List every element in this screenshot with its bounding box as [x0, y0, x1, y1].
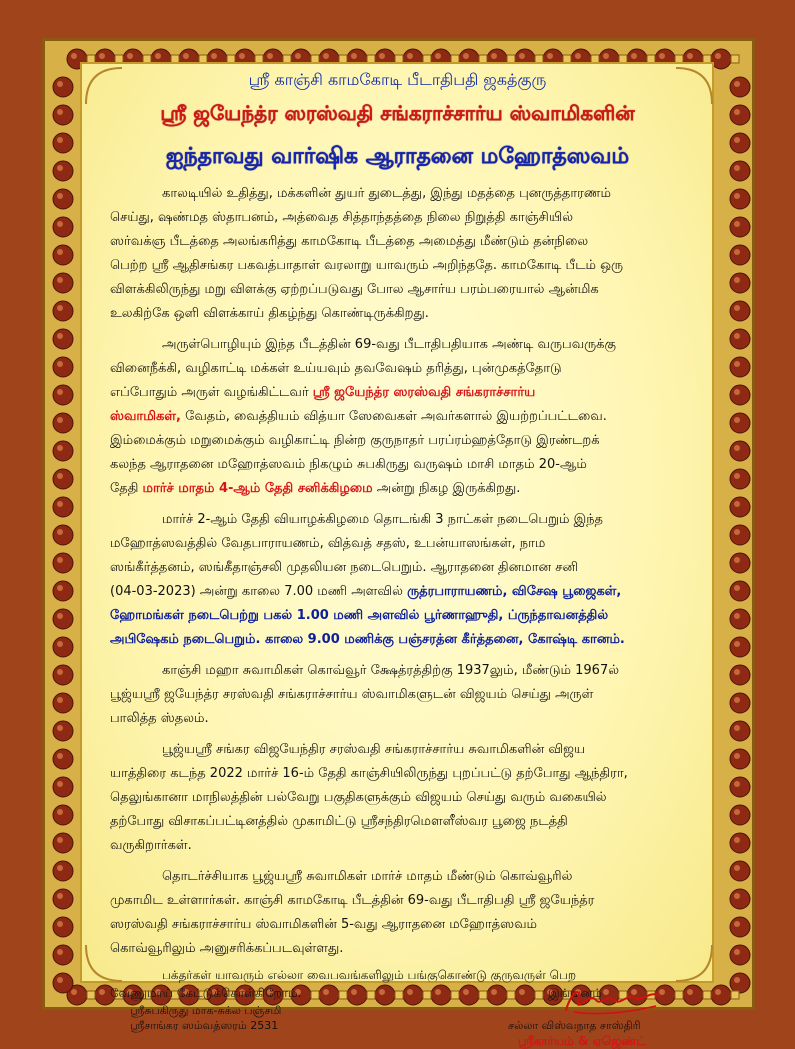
p1-line: செய்து, ஷண்மத ஸ்தாபனம், அத்வைத சித்தாந்தத்தை நிலை நிறுத்தி காஞ்சியில்	[110, 210, 573, 225]
handwritten-signature	[560, 982, 670, 1020]
rudraksha-bead	[403, 985, 423, 1005]
p3-line: ஸங்கீர்த்தனம், ஸங்கீதாஞ்சலி முதலியன நடைபெறும். ஆராதனை தினமான சனி	[110, 560, 579, 575]
gold-spacer	[87, 991, 95, 999]
gold-spacer	[311, 991, 319, 999]
p6-line: கொவ்வூரிலும் அனுசரிக்கப்படவுள்ளது.	[110, 941, 344, 956]
p3-line	[110, 584, 698, 600]
rudraksha-bead	[53, 749, 73, 769]
header-line-2: ஸ்ரீ ஜயேந்த்ர ஸரஸ்வதி சங்கராச்சார்ய ஸ்வாமிகளின்	[160, 101, 635, 125]
rudraksha-bead	[53, 441, 73, 461]
gold-spacer	[731, 55, 739, 63]
rudraksha-bead	[53, 609, 73, 629]
ingnanam-label: இங்ஙனம்	[548, 986, 602, 1000]
rudraksha-bead	[730, 469, 750, 489]
rudraksha-bead	[730, 497, 750, 517]
rudraksha-bead	[53, 861, 73, 881]
rudraksha-bead	[53, 917, 73, 937]
rudraksha-bead	[53, 581, 73, 601]
p3-line: அபிஷேகம் நடைபெறும். காலை 9.00 மணிக்கு பஞ்சரத்ன கீர்த்தனை, கோஷ்டி கானம்.	[110, 632, 625, 647]
swamigal-name-highlight: ஸ்ரீ ஜயேந்த்ர ஸரஸ்வதி சங்கராச்சார்ய	[312, 385, 536, 400]
rudraksha-bead	[487, 985, 507, 1005]
p2-line: இம்மைக்கும் மறுமைக்கும் வழிகாட்டி நின்ற குருநாதர் பரப்ரம்ஹத்தோடு இரண்டறக்	[110, 433, 600, 448]
pooja-highlight: ருத்ரபாராயணம், விசேஷ பூஜைகள்,	[407, 584, 622, 599]
p2-line	[110, 481, 698, 497]
gold-spacer	[395, 991, 403, 999]
rudraksha-bead	[53, 833, 73, 853]
p1-line: ஸர்வக்ஞ பீடத்தை அலங்கரித்து காமகோடி பீடத்தை அமைத்து மீண்டும் தன்நிலை	[110, 234, 589, 249]
signer-name: சல்லா விஸ்வநாத சாஸ்திரி	[508, 1019, 641, 1032]
gold-spacer	[479, 991, 487, 999]
rudraksha-bead	[53, 385, 73, 405]
rudraksha-bead	[730, 805, 750, 825]
rudraksha-bead	[730, 581, 750, 601]
rudraksha-bead	[730, 413, 750, 433]
p2-line: அருள்பொழியும் இந்த பீடத்தின் 69-வது பீடாதிபதியாக அண்டி வருபவருக்கு	[162, 337, 616, 352]
header-line-1: ஸ்ரீ காஞ்சி காமகோடி பீடாதிபதி ஜகத்குரு	[248, 70, 547, 89]
gold-spacer	[507, 991, 515, 999]
rudraksha-bead	[53, 525, 73, 545]
rudraksha-bead	[730, 665, 750, 685]
gold-spacer	[423, 991, 431, 999]
rudraksha-bead	[730, 693, 750, 713]
rudraksha-bead	[53, 301, 73, 321]
date-highlight: மார்ச் மாதம் 4-ஆம் தேதி சனிக்கிழமை	[142, 481, 373, 496]
p3-line: மார்ச் 2-ஆம் தேதி வியாழக்கிழமை தொடங்கி 3 நாட்கள் நடைபெறும் இந்த	[162, 512, 604, 527]
p2-line: கலந்த ஆராதனை மஹோத்ஸவம் நிகழும் சுபகிருது வருஷம் மாசி மாதம் 20-ஆம்	[110, 457, 587, 472]
gold-spacer	[731, 991, 739, 999]
gold-spacer	[675, 991, 683, 999]
p1-line: பெற்ற ஸ்ரீ ஆதிசங்கர பகவத்பாதாள் வரலாறு யாவரும் அறிந்ததே. காமகோடி பீடம் ஒரு	[110, 258, 624, 273]
rudraksha-bead	[730, 721, 750, 741]
rudraksha-bead	[53, 805, 73, 825]
rudraksha-bead	[711, 985, 731, 1005]
p5-line: பூஜ்யஸ்ரீ சங்கர விஜயேந்திர சரஸ்வதி சங்கராச்சார்ய சுவாமிகளின் விஜய	[162, 742, 586, 757]
p3-text: (04-03-2023) அன்று காலை 7.00 மணி அளவில்	[110, 584, 408, 599]
rudraksha-bead	[375, 985, 395, 1005]
p6-line: ஸரஸ்வதி சங்கராச்சார்ய ஸ்வாமிகளின் 5-வது ஆராதனை மஹோத்ஸவம்	[110, 917, 537, 932]
p1-line: காலடியில் உதித்து, மக்களின் துயர் துடைத்து, இந்து மதத்தை புனருத்தாரணம்	[162, 186, 611, 201]
p1-line: உலகிற்கே ஒளி விளக்காய் திகழ்ந்து கொண்டிருக்கிறது.	[110, 306, 429, 321]
rudraksha-bead	[730, 385, 750, 405]
rudraksha-bead	[53, 357, 73, 377]
rudraksha-bead	[515, 985, 535, 1005]
rudraksha-bead	[730, 833, 750, 853]
p6-line: தொடர்ச்சியாக பூஜ்யஸ்ரீ சுவாமிகள் மார்ச் மாதம் மீண்டும் கொவ்வூரில்	[162, 869, 573, 884]
rudraksha-bead	[53, 777, 73, 797]
p7-line: பக்தர்கள் யாவரும் எல்லா வைபவங்களிலும் பங்குகொண்டு குருவருள் பெற	[162, 968, 577, 982]
rudraksha-bead	[53, 973, 73, 993]
p4-line: பூஜ்யஸ்ரீ ஜயேந்த்ர சரஸ்வதி சங்கராச்சார்ய ஸ்வாமிகளுடன் விஜயம் செய்து அருள்	[110, 687, 594, 702]
rudraksha-bead	[730, 945, 750, 965]
rudraksha-bead	[53, 329, 73, 349]
rudraksha-bead	[730, 609, 750, 629]
signer-title: ஸ்ரீகார்யம் & ஏஜெண்ட்	[518, 1034, 647, 1048]
rudraksha-bead	[53, 217, 73, 237]
rudraksha-bead	[730, 301, 750, 321]
p2-text: அன்று நிகழ இருக்கிறது.	[372, 481, 521, 496]
rudraksha-bead	[730, 217, 750, 237]
p2-line: வினைநீக்கி, வழிகாட்டி மக்கள் உய்யவும் தவவேஷம் தரித்து, புன்முகத்தோடு	[110, 361, 562, 376]
rudraksha-bead	[730, 329, 750, 349]
p3-line: ஹோமங்கள் நடைபெற்று பகல் 1.00 மணி அளவில் பூர்ணாஹுதி, ப்ருந்தாவனத்தில்	[110, 608, 609, 623]
gold-spacer	[451, 991, 459, 999]
rudraksha-bead	[53, 553, 73, 573]
rudraksha-bead	[730, 889, 750, 909]
p2-text: தேதி	[110, 481, 143, 496]
p5-line: தற்போது விசாகப்பட்டினத்தில் முகாமிட்டு ஸ்ரீசந்திரமௌளீஸ்வர பூஜை நடத்தி	[110, 814, 568, 829]
gold-spacer	[703, 991, 711, 999]
p7-line: வேணுமாய் கேட்டுக்கொள்கிறோம்.	[110, 986, 302, 1000]
rudraksha-bead	[730, 777, 750, 797]
p2-line	[110, 385, 698, 401]
p1-line: விளக்கிலிருந்து மறு விளக்கு ஏற்றப்படுவது போல ஆசார்ய பரம்பரையால் ஆன்மிக	[110, 282, 599, 297]
p5-line: யாத்திரை கடந்த 2022 மார்ச் 16-ம் தேதி காஞ்சியிலிருந்து புறப்பட்டு தற்போது ஆந்திரா,	[110, 766, 628, 781]
swamigal-highlight: ஸ்வாமிகள்,	[110, 409, 181, 424]
rudraksha-bead	[730, 441, 750, 461]
rudraksha-bead	[319, 985, 339, 1005]
rudraksha-bead	[730, 749, 750, 769]
rudraksha-bead	[53, 721, 73, 741]
rudraksha-bead	[53, 469, 73, 489]
date-line-2: ஸ்ரீசாங்கர ஸம்வத்ஸரம் 2531	[130, 1019, 279, 1032]
rudraksha-bead	[431, 985, 451, 1005]
gold-spacer	[535, 991, 543, 999]
rudraksha-bead	[730, 357, 750, 377]
rudraksha-bead	[53, 637, 73, 657]
gold-spacer	[339, 991, 347, 999]
p3-line: மஹோத்ஸவத்தில் வேதபாராயணம், வித்வத் சதஸ், உபன்யாஸங்கள், நாம	[110, 536, 546, 551]
rudraksha-bead	[730, 189, 750, 209]
rudraksha-bead	[730, 917, 750, 937]
rudraksha-bead	[53, 189, 73, 209]
rudraksha-bead	[53, 273, 73, 293]
p4-line: காஞ்சி மஹா சுவாமிகள் கொவ்வூர் க்ஷேத்ரத்திற்கு 1937லும், மீண்டும் 1967ல்	[162, 663, 620, 678]
rudraksha-bead	[459, 985, 479, 1005]
p5-line: தெலுங்கானா மாநிலத்தின் பல்வேறு பகுதிகளுக்கும் விஜயம் செய்து வரும் வகையில்	[110, 790, 607, 805]
rudraksha-bead	[730, 861, 750, 881]
p2-text: எப்போதும் அருள் வழங்கிட்டவர்	[110, 385, 313, 400]
rudraksha-bead	[730, 273, 750, 293]
rudraksha-bead	[730, 637, 750, 657]
rudraksha-bead	[730, 973, 750, 993]
rudraksha-bead	[53, 889, 73, 909]
rudraksha-bead	[730, 245, 750, 265]
p2-text: வேதம், வைத்தியம் வித்யா ஸேவைகள் அவர்களால் இயற்றப்பட்டவை.	[180, 409, 607, 424]
rudraksha-bead	[53, 945, 73, 965]
rudraksha-bead	[730, 553, 750, 573]
rudraksha-bead	[53, 693, 73, 713]
rudraksha-bead	[683, 985, 703, 1005]
rudraksha-bead	[53, 665, 73, 685]
rudraksha-bead	[53, 245, 73, 265]
p5-line: வருகிறார்கள்.	[110, 838, 192, 853]
rudraksha-bead	[347, 985, 367, 1005]
p2-line	[110, 409, 698, 425]
date-line-1: ஸ்ரீசுபகிருது மாக-சுக்ல பஞ்சமி	[130, 1004, 282, 1017]
p6-line: முகாமிட உள்ளார்கள். காஞ்சி காமகோடி பீடத்தின் 69-வது பீடாதிபதி ஸ்ரீ ஜயேந்த்ர	[110, 893, 595, 908]
rudraksha-bead	[730, 525, 750, 545]
gold-spacer	[367, 991, 375, 999]
p4-line: பாலித்த ஸ்தலம்.	[110, 711, 209, 726]
rudraksha-bead	[53, 413, 73, 433]
header-title: ஐந்தாவது வார்ஷிக ஆராதனை மஹோத்ஸவம்	[165, 144, 630, 169]
rudraksha-bead	[53, 497, 73, 517]
